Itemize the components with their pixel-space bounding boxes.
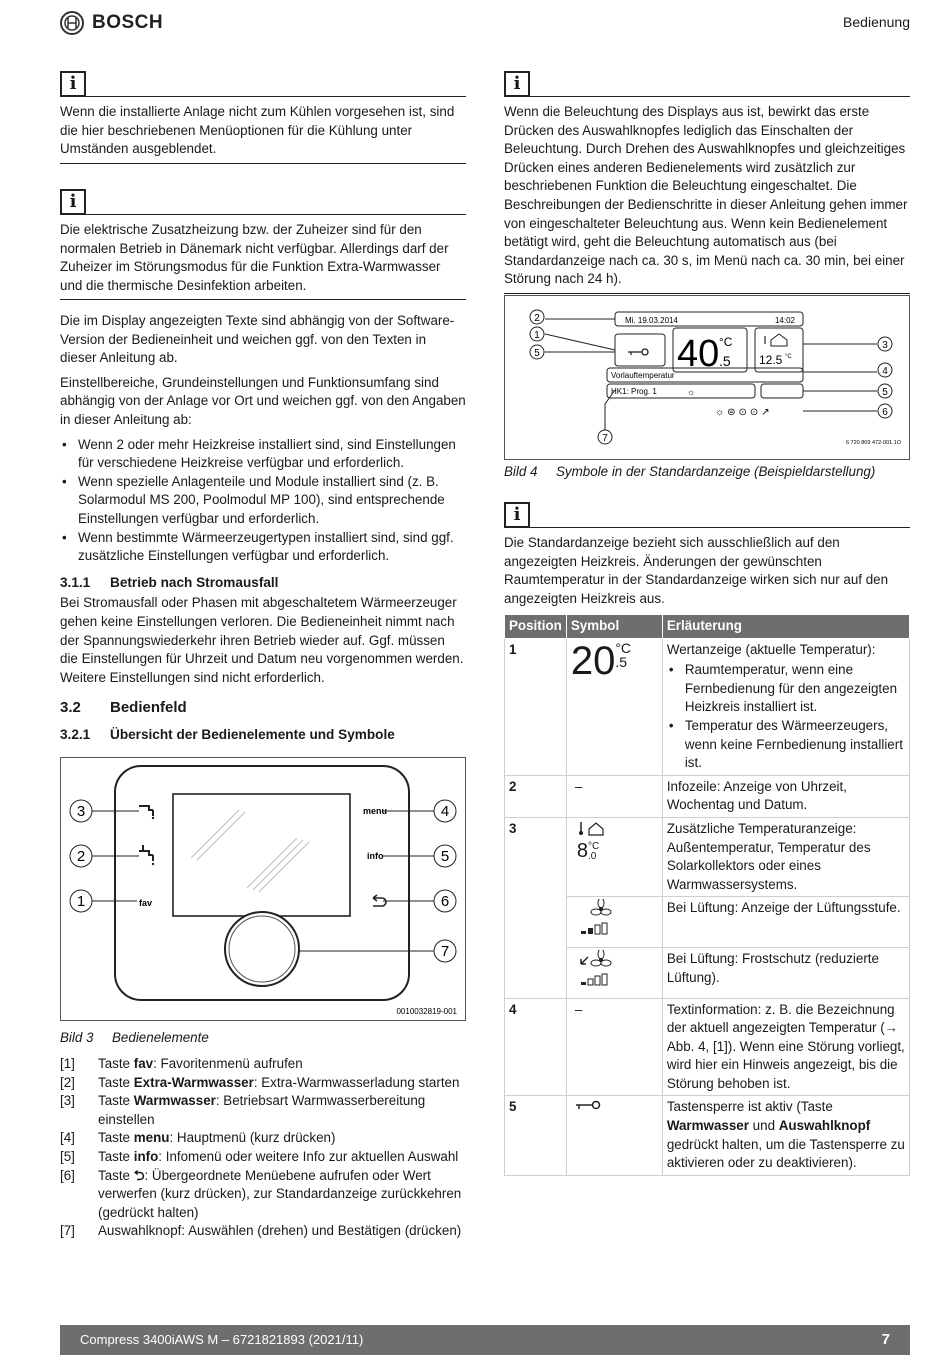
list-item: • Wenn 2 oder mehr Heizkreise installiert sind, sind Einstellungen für verschiedene Heizkreise verfügbar und erforderlich. [60, 436, 466, 473]
callout-6: 6 [882, 407, 888, 418]
display-main-unit: °C [719, 335, 733, 349]
display-info-line: Vorlauftemperatur [611, 371, 675, 380]
display-time: 14:02 [774, 316, 795, 325]
list-item: • Raumtemperatur, wenn eine Fernbedienung für den angezeigten Heizkreis installiert ist. [667, 661, 905, 717]
section-heading-3-1-1: 3.1.1 Betrieb nach Stromausfall [60, 574, 279, 590]
table-row: 5 Tastensperre ist aktiv (Taste Warmwasser und Auswahlknopf gedrückt halten, um die Tastensperre zu aktivieren oder zu deaktivieren). [505, 1096, 910, 1175]
frost-protection-icon [566, 947, 662, 998]
table-row: 2 – Infozeile: Anzeige von Uhrzeit, Wochentag und Datum. [505, 775, 910, 817]
info-note-backlight [504, 68, 910, 294]
table-header-row [505, 615, 910, 639]
callout-1: 1 [534, 330, 540, 341]
fav-button[interactable]: fav [139, 898, 153, 908]
figure-control-panel [60, 757, 466, 1021]
legend-item: [5] Taste info: Infomenü oder weitere Info zur aktuellen Auswahl [60, 1148, 459, 1164]
bullet-list [60, 436, 466, 566]
document-id: Compress 3400iAWS M – 6721821893 (2021/11) [80, 1331, 364, 1347]
key-lock-icon [628, 349, 648, 355]
figure-standard-display [504, 295, 910, 460]
brand-name: BOSCH [92, 11, 164, 33]
legend-item: [2] Taste Extra-Warmwasser: Extra-Warmwasserladung starten [60, 1074, 460, 1090]
callout-5: 5 [534, 348, 540, 359]
legend-item: [4] Taste menu: Hauptmenü (kurz drücken) [60, 1130, 336, 1146]
paragraph: Einstellbereiche, Grundeinstellungen und Funktionsumfang sind abhängig von der Anlage vor Ort und weichen ggf. von den Angaben in dieser Anleitung ab: [60, 374, 466, 427]
column-header: Position [505, 615, 567, 639]
table-row: Bei Lüftung: Anzeige der Lüftungsstufe. [505, 897, 910, 948]
ventilation-level-icon [566, 897, 662, 948]
table-row: 4 – Textinformation: z. B. die Bezeichnung der aktuell angezeigten Temperatur (→ Abb. 4, [1]). Wenn eine Störung vorliegt, wird hier ein Hinweis angezeigt, bis die Störung behoben ist. [505, 998, 910, 1096]
outdoor-temp-icon [765, 334, 787, 346]
legend-item: [3] Taste Warmwasser: Betriebsart Warmwasserbereitung einstellen [60, 1093, 426, 1127]
symbol-temp-display: 20°C .5 [566, 638, 662, 775]
paragraph: Die im Display angezeigten Texte sind abhängig von der Software-Version der Bedieneinheit und weichen ggf. von den Texten in dieser Anleitung ab. [60, 313, 455, 366]
list-item: • Wenn spezielle Anlagenteile und Module installiert sind (z. B. Solarmodul MS 200, Poolmodul MP 100), sind entsprechende Einstellungen verfügbar und erforderlich. [60, 473, 466, 529]
note-text: Wenn die installierte Anlage nicht zum Kühlen vorgesehen ist, sind die hier beschriebenen Menüoptionen für die Kühlung unter Umständen ausgeblendet. [60, 103, 466, 164]
display-main-temp: 40 [677, 333, 720, 375]
thermometer-house-icon [577, 820, 605, 836]
display-outdoor-unit: °C [785, 354, 792, 360]
figure-code: 6 720 809 472-001.1O [845, 440, 901, 446]
note-text: Die elektrische Zusatzheizung bzw. der Zuheizer sind für den normalen Betrieb in Dänemark nicht verfügbar. Allerdings darf der Zuheizer im Störungsmodus für die Funktion Extra-Warmwasser und die thermische Desinfektion arbeiten. [60, 221, 466, 300]
display-outdoor-temp: 12.5 [759, 353, 783, 367]
section-header: Bedienung [843, 14, 910, 30]
selector-knob[interactable] [225, 912, 299, 986]
callout-6: 6 [440, 893, 450, 910]
note-text: Wenn die Beleuchtung des Displays aus ist, bewirkt das erste Drücken des Auswahlknopfes lediglich das Einschalten der Beleuchtung. Durch Drehen des Auswahlknopfes und gleichzeitiges Drücken eines anderen Bedienelements wird zusätzlich zur beschriebenen Funktion die Beleuchtung eingeschaltet. Die Beschreibungen der Bedienschritte in dieser Anleitung gehen immer von eingeschalteter Beleuchtung aus. Wenn kein Bedienelement betätigt wird, geht die Beleuchtung automatisch aus (bei Standardanzeige nach ca. 30 s, im Menü nach ca. 30 min, bei einer Störung nach 24 h). [504, 103, 910, 294]
table-row: 1 20°C .5 Wertanzeige (aktuelle Temperatur): • Raumtemperatur, wenn eine Fernbedienung für den angezeigten Heizkreis installiert ist. • Temperatur des Wärmeerzeugers, wenn keine Fernbedienung installiert ist. [505, 638, 910, 775]
page-number: 7 [881, 1330, 890, 1348]
paragraph: Bei Stromausfall oder Phasen mit abgeschaltetem Wärmeerzeuger gehen keine Einstellungen verloren. Die Bedieneinheit nimmt nach der Spannungswiederkehr ihren Betrieb wieder auf. Ggf. müssen die Einstellungen für Uhrzeit und Datum neu vorgenommen werden. Weitere Einstellungen sind nicht erforderlich. [60, 595, 464, 685]
legend-item: [7] Auswahlknopf: Auswählen (drehen) und Bestätigen (drücken) [60, 1223, 462, 1239]
bosch-armature-icon [60, 11, 84, 35]
callout-3: 3 [882, 340, 888, 351]
callout-7: 7 [602, 433, 608, 444]
column-header: Erläuterung [662, 615, 909, 639]
info-icon: i [504, 502, 530, 528]
legend-item: [1] Taste fav: Favoritenmenü aufrufen [60, 1056, 303, 1071]
symbol-table [504, 614, 910, 1176]
info-icon: i [60, 71, 86, 97]
symbol-additional-temp: 8°C .0 [566, 817, 662, 896]
callout-1: 1 [76, 893, 86, 910]
column-header: Symbol [566, 615, 662, 639]
callout-5: 5 [440, 848, 450, 865]
display-hk-line: HK1: Prog. 1 [611, 387, 657, 396]
bosch-logo [60, 9, 163, 37]
info-note-standard-display [504, 499, 910, 608]
legend-list [60, 1055, 466, 1241]
display-screen [173, 794, 350, 916]
menu-button[interactable]: menu [363, 806, 388, 816]
info-note-heater [60, 186, 466, 300]
info-button[interactable]: info [367, 851, 384, 861]
sun-icon: ☼ [687, 387, 696, 397]
display-main-decimal: .5 [719, 353, 731, 369]
callout-3: 3 [76, 803, 86, 820]
table-row: Bei Lüftung: Frostschutz (reduzierte Lüftung). [505, 947, 910, 998]
status-icons: ☼⊜⊙⊙↗ [715, 407, 773, 418]
callout-4: 4 [882, 366, 888, 377]
table-row: 3 8°C .0 Zusätzliche Temperaturanzeige: Außentemperatur, Temperatur des Solarkollektors oder eines Warmwassersystems. [505, 817, 910, 896]
callout-4: 4 [440, 803, 450, 820]
left-body [60, 312, 466, 746]
info-icon: i [504, 71, 530, 97]
legend-item: [6] Taste ⮌: Übergeordnete Menüebene aufrufen oder Wert verwerfen (kurz drücken), zur Standardanzeige zurückkehren (gedrückt halten) [60, 1167, 462, 1220]
figure-4-caption: Bild 4 Symbole in der Standardanzeige (Beispieldarstellung) [504, 464, 876, 479]
info-icon: i [60, 189, 86, 215]
key-lock-icon [566, 1096, 662, 1175]
note-text: Die Standardanzeige bezieht sich ausschließlich auf den angezeigten Heizkreis. Änderungen der gewünschten Raumtemperatur in der Standardanzeige wirken sich nur auf den angezeigten Heizkreis aus. [504, 535, 889, 606]
callout-2: 2 [534, 313, 540, 324]
callout-5b: 5 [882, 387, 888, 398]
display-date: Mi. 19.03.2014 [625, 316, 678, 325]
page-footer [60, 1325, 910, 1355]
figure-3-caption: Bild 3 Bedienelemente [60, 1030, 209, 1045]
section-heading-3-2-1: 3.2.1 Übersicht der Bedienelemente und Symbole [60, 726, 395, 742]
callout-2: 2 [76, 848, 86, 865]
list-item: • Wenn bestimmte Wärmeerzeugertypen installiert sind, sind ggf. zusätzliche Einstellungen verfügbar und erforderlich. [60, 529, 466, 566]
list-item: • Temperatur des Wärmeerzeugers, wenn keine Fernbedienung installiert ist. [667, 717, 905, 773]
figure-code: 0010032819-001 [396, 1007, 457, 1016]
info-note-cooling [60, 68, 466, 164]
callout-7: 7 [440, 943, 450, 960]
section-heading-3-2: 3.2 Bedienfeld [60, 699, 187, 717]
